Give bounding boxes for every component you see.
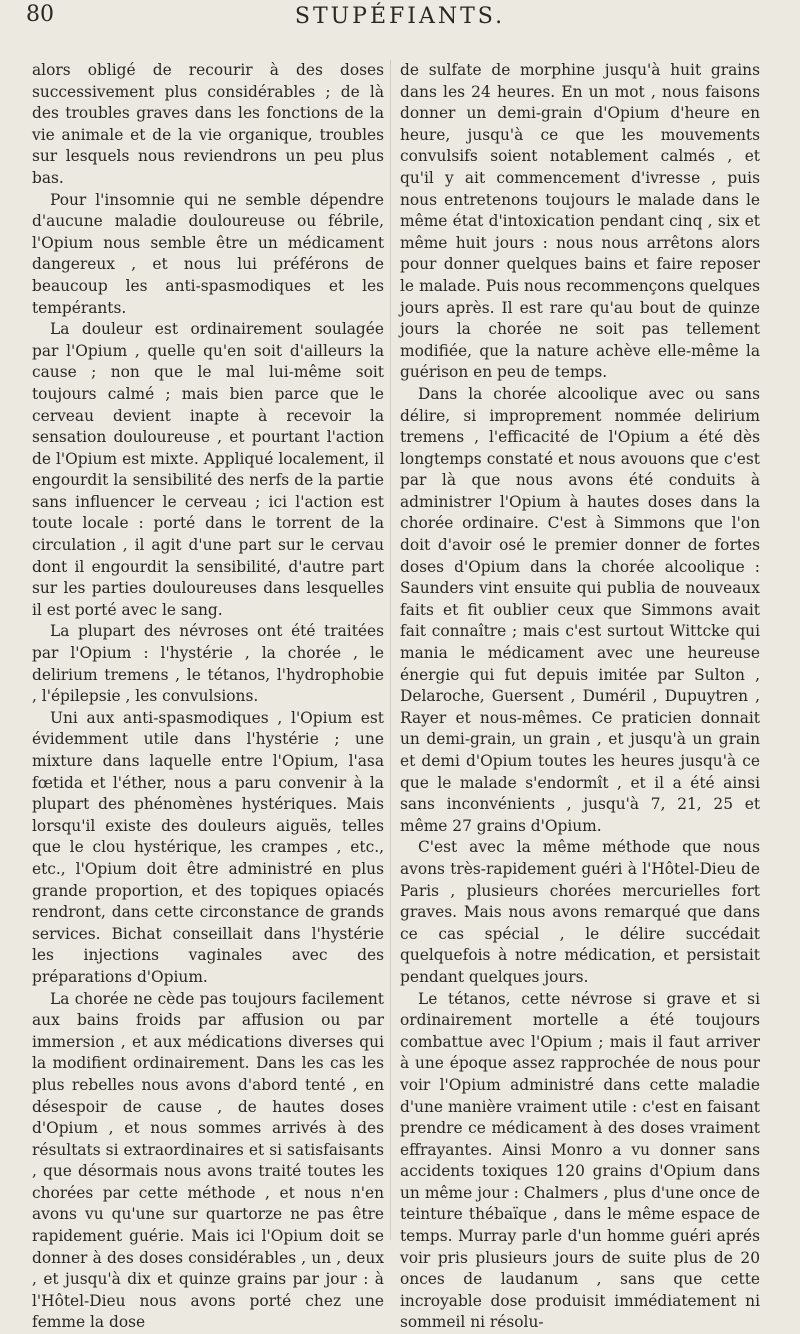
page-number: 80: [26, 2, 54, 27]
paragraph: La douleur est ordinairement soulagée par l'Opium , quelle qu'en soit d'ailleurs la cause ; non que le mal lui-même soit toujours calmé ; mais bien parce que le cerveau devient inapte à recevoir la sensation douloureuse , et pourtant l'action de l'Opium est mixte. Appliqué localement, il engourdit la sensibilité des nerfs de la partie sans influencer le cerveau ; ici l'action est toute locale : porté dans le torrent de la circulation , il agit d'une part sur le cervau dont il engourdit la sensibilité, d'autre part sur les parties douloureuses dans lesquelles il est porté avec le sang.: [32, 320, 384, 619]
paragraph: La plupart des névroses ont été traitées par l'Opium : l'hystérie , la chorée , le delirium tremens , le tétanos, l'hydrophobie , l'épilepsie , les convulsions.: [32, 622, 384, 706]
paragraph: Dans la chorée alcoolique avec ou sans délire, si improprement nommée delirium tremens , l'efficacité de l'Opium a été dès longtemps constaté et nous avouons que c'est par là que nous avons été conduits à administrer l'Opium à hautes doses dans la chorée ordinaire. C'est à Simmons que l'on doit d'avoir osé le premier donner de fortes doses d'Opium dans la chorée alcoolique : Saunders vint ensuite qui publia de nouveaux faits et fit oublier ceux que Simmons avait fait connaître ; mais c'est surtout Wittcke qui mania le médicament avec une heureuse énergie qui fut depuis imitée par Sulton , Delaroche, Guersent , Duméril , Dupuytren , Rayer et nous-mêmes. Ce praticien donnait un demi-grain, un grain , et jusqu'à un grain et demi d'Opium toutes les heures jusqu'à ce que le malade s'endormît , et il a été ainsi sans inconvénients , jusqu'à 7, 21, 25 et même 27 grains d'Opium.: [400, 384, 760, 835]
right-column: [400, 60, 760, 1334]
running-title: STUPÉFIANTS.: [294, 4, 506, 29]
paragraph: C'est avec la même méthode que nous avons très-rapidement guéri à l'Hôtel-Dieu de Paris , plusieurs chorées mercurielles fort graves. Mais nous avons remarqué que dans ce cas spécial , le délire succédait quelquefois à notre médication, et persistait pendant quelques jours.: [400, 838, 760, 986]
column-divider: [390, 60, 391, 1240]
paragraph: Pour l'insomnie qui ne semble dépendre d'aucune maladie douloureuse ou fébrile, l'Opium nous semble être un médicament dangereux , et nous lui préférons de beaucoup les anti-spasmodiques et les tempérants.: [32, 190, 384, 317]
paragraph: Le tétanos, cette névrose si grave et si ordinairement mortelle a été toujours combattue avec l'Opium ; mais il faut arriver à une époque assez rapprochée de nous pour voir l'Opium administré dans cette maladie d'une manière vraiment utile : c'est en faisant prendre ce médicament à des doses vraiment effrayantes. Ainsi Monro a vu donner sans accidents toxiques 120 grains d'Opium dans un même jour : Chalmers , plus d'une once de teinture thébaïque , dans le même espace de temps. Murray parle d'un homme guéri aprés voir pris plusieurs jours de suite plus de 20 onces de laudanum , sans que cette incroyable dose produisit immédiatement ni sommeil ni résolu-: [400, 989, 760, 1332]
left-column: [32, 60, 384, 1334]
paragraph: de sulfate de morphine jusqu'à huit grains dans les 24 heures. En un mot , nous faisons donner un demi-grain d'Opium d'heure en heure, jusqu'à ce que les mouvements convulsifs soient notablement calmés , et qu'il y ait commencement d'ivresse , puis nous entretenons toujours le malade dans le même état d'intoxication pendant cinq , six et même huit jours : nous nous arrêtons alors pour donner quelques bains et faire reposer le malade. Puis nous recommençons quelques jours après. Il est rare qu'au bout de quinze jours la chorée ne soit pas tellement modifiée, que la nature achève elle-même la guérison en peu de temps.: [400, 61, 760, 382]
paragraph: La chorée ne cède pas toujours facilement aux bains froids par affusion ou par immersion , et aux médications diverses qui la modifient ordinairement. Dans les cas les plus rebelles nous avons d'abord tenté , en désespoir de cause , de hautes doses d'Opium , et nous sommes arrivés à des résultats si extraordinaires et si satisfaisants , que désormais nous avons traité toutes les chorées par cette méthode , et nous n'en avons vu qu'une sur quartorze ne pas être rapidement guérie. Mais ici l'Opium doit se donner à des doses considérables , un , deux , et jusqu'à dix et quinze grains par jour : à l'Hôtel-Dieu nous avons porté chez une femme la dose: [32, 989, 384, 1332]
paragraph: alors obligé de recourir à des doses successivement plus considérables ; de là des troubles graves dans les fonctions de la vie animale et de la vie organique, troubles sur lesquels nous reviendrons un peu plus bas.: [32, 61, 384, 187]
paragraph: Uni aux anti-spasmodiques , l'Opium est évidemment utile dans l'hystérie ; une mixture dans laquelle entre l'Opium, l'asa fœtida et l'éther, nous a paru convenir à la plupart des phénomènes hystériques. Mais lorsqu'il existe des douleurs aiguës, telles que le clou hystérique, les crampes , etc., etc., l'Opium doit être administré en plus grande proportion, et des topiques opiacés rendront, dans cette circonstance de grands services. Bichat conseillait dans l'hystérie les injections vaginales avec des préparations d'Opium.: [32, 708, 384, 986]
